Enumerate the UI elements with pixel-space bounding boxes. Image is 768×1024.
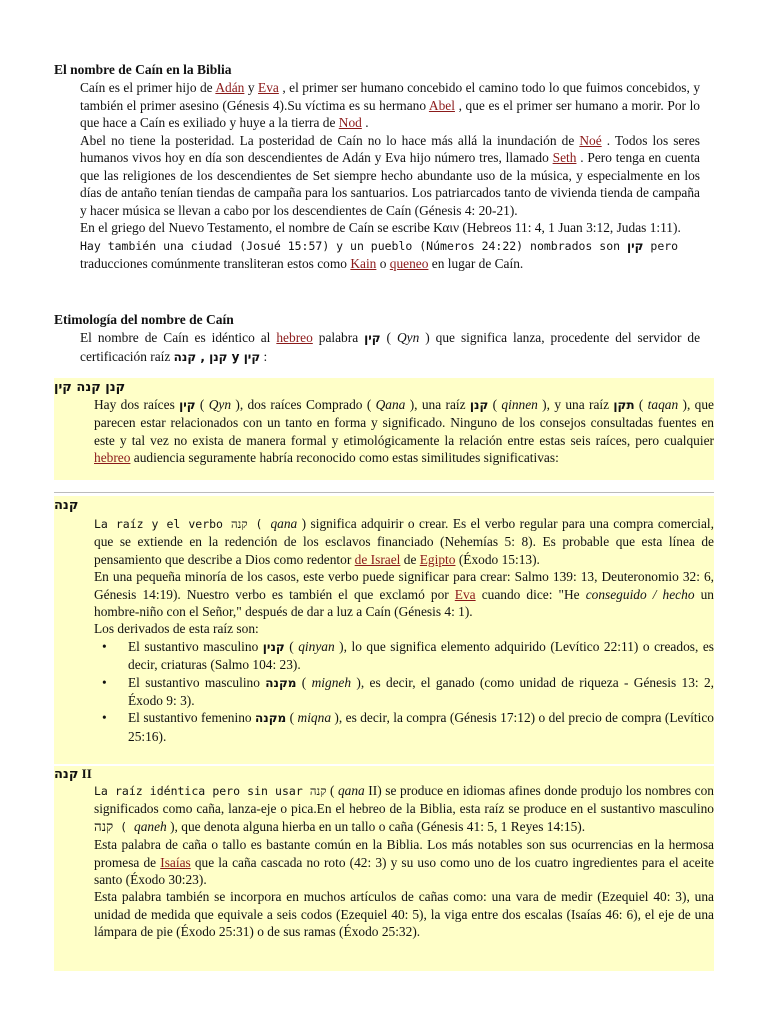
italic-text: migneh — [311, 674, 352, 690]
text: Caín es el primer hijo de — [80, 80, 216, 95]
link-adan[interactable]: Adán — [215, 80, 245, 95]
italic-text: qana — [337, 783, 365, 798]
italic-text: Qyn — [396, 330, 420, 345]
link-nod[interactable]: Nod — [338, 115, 362, 130]
text: audiencia seguramente habría reconocido como estas similitudes significativas: — [130, 450, 559, 466]
link-de-israel[interactable]: de Israel — [354, 551, 401, 567]
band-roots-body — [94, 396, 714, 467]
text: traducciones comúnmente transliteran estos como — [80, 256, 351, 271]
link-abel[interactable]: Abel — [428, 97, 455, 113]
paragraph — [94, 515, 714, 568]
text: ( — [488, 397, 502, 412]
text: El sustantivo masculino — [128, 674, 266, 690]
paragraph — [80, 132, 700, 220]
italic-text: qaneh — [134, 818, 167, 834]
link-hebreo[interactable]: hebreo — [94, 450, 131, 466]
text: ( — [286, 710, 298, 726]
text: y — [244, 80, 259, 95]
text: . Pero tenga en cuenta que las religiones de los descendientes de Set siempre hecho abundante uso de la música, y especialmente en los días de antaño tenían tiendas de campaña para los santuarios. Los patriarcados tanto de vivienda tienda de campaña y hacer música se llevan a cabo por los descendientes de Caín (Génesis 4: 20-21). — [80, 150, 700, 218]
divider — [54, 492, 714, 493]
list-item — [94, 709, 714, 745]
italic-text: qinyan — [298, 638, 335, 654]
link-eva[interactable]: Eva — [258, 80, 279, 95]
hebrew-word: קין — [626, 238, 644, 253]
text: La raíz y el verbo קנה ( — [94, 517, 271, 531]
text: ), y una raíz — [537, 397, 614, 412]
text: ), es decir, el ganado (como unidad de riqueza - Génesis 13: 2, Éxodo 9: 3). — [128, 674, 714, 709]
paragraph — [94, 568, 714, 620]
text: En una pequeña minoría de los casos, este verbo puede significar para crear: Salmo 139: 13, Deuteronomio 32: 6, Génesis 14:19). Nuestro verbo es también el que exclamó por — [94, 569, 714, 602]
hebrew-word: תקן — [613, 398, 635, 412]
text: ) que significa lanza, procedente del servidor de certificación raíz — [80, 330, 701, 364]
text: ), dos raíces Comprado ( — [231, 397, 376, 412]
link-isaias[interactable]: Isaías — [160, 854, 191, 870]
paragraph — [94, 782, 714, 836]
italic-text: qana — [270, 516, 298, 531]
list-item — [94, 674, 714, 710]
section-name-body — [80, 79, 700, 273]
text: El nombre de Caín es idéntico al — [80, 330, 277, 345]
section-title-etymology: Etimología del nombre de Caín — [54, 312, 234, 327]
text: de — [400, 551, 420, 567]
text: un hombre-niño con el Señor," después de dar a luz a Caín (Génesis 4: 1). — [94, 586, 714, 620]
text: ), lo que significa elemento adquirido (Levítico 22:11) o creados, es decir, criaturas (Salmo 104: 23). — [128, 638, 714, 673]
italic-text: Qana — [375, 397, 406, 412]
text: ( — [296, 674, 312, 690]
text: El sustantivo femenino — [128, 710, 256, 726]
text: ( — [326, 783, 338, 798]
hebrew-word: קנין — [262, 639, 285, 654]
text: , el primer ser humano concebido el camino todo lo que fuimos concebidos, y también el primer asesino (Génesis 4).Su víctima es su hermano — [80, 80, 701, 113]
link-kain[interactable]: Kain — [350, 256, 377, 271]
hebrew-word: מקנה — [255, 711, 287, 726]
text: ), una raíz — [405, 397, 470, 412]
text: La raíz idéntica pero sin usar קנה — [94, 784, 327, 798]
text: Hay dos raíces — [94, 397, 180, 412]
hebrew-word: קנה — [54, 767, 79, 782]
list-item — [94, 638, 714, 674]
text: : — [260, 348, 268, 364]
text: ), que parecen estar relacionados con un tanto en forma y significado. Ninguno de los consejos consultadas fuentes en este y tal vez no exista de manera formal y etimológicamente la relación entre estas seis raíces, pero cualquier — [94, 397, 714, 448]
text: ( — [380, 330, 397, 345]
section-etymology-body — [80, 329, 700, 366]
paragraph — [80, 79, 700, 132]
derivatives-list — [94, 638, 714, 745]
link-eva[interactable]: Eva — [454, 586, 476, 602]
band-heading-qana: קנה — [54, 498, 79, 513]
text: II — [78, 766, 92, 781]
text: El sustantivo masculino — [128, 638, 263, 654]
band-heading-qana-ii — [54, 766, 92, 782]
hebrew-word: קנן , קנה y קין — [173, 349, 261, 364]
link-queneo[interactable]: queneo — [389, 256, 429, 271]
text: pero — [643, 238, 679, 253]
text: ) significa adquirir o crear. Es el verbo regular para una compra comercial, que se extiende en la redención de los esclavos financiado (Nehemías 5: 8). Es probable que esta línea de pensamiento que describe a Dios como redentor — [94, 516, 714, 567]
text: ( — [113, 819, 135, 834]
paragraph — [94, 396, 714, 467]
text: Hay también una ciudad (Josué 15:57) y un pueblo (Números 24:22) nombrados son — [80, 238, 627, 253]
section-title-name: El nombre de Caín en la Biblia — [54, 62, 232, 77]
text: ), es decir, la compra (Génesis 17:12) o del precio de compra (Levítico 25:16). — [128, 710, 714, 744]
text: ( — [284, 638, 299, 654]
text: cuando dice: "He — [475, 586, 586, 602]
text: que la caña cascada no roto (42: 3) y su uso como uno de los cuatro ingredientes para el aceite santo (Éxodo 30:23). — [94, 854, 714, 888]
text: o — [376, 256, 390, 271]
italic-text: taqan — [647, 397, 679, 412]
italic-text: conseguido / hecho — [585, 586, 695, 602]
text: II) se produce en idiomas afines donde produjo los nombres con significados como caña, lanza-eje o pica.En el hebreo de la Biblia, esta raíz se produce en el sustantivo masculino קנה — [94, 783, 714, 834]
paragraph — [94, 836, 714, 888]
paragraph: Esta palabra también se incorpora en muchos artículos de cañas como: una vara de medir (Ezequiel 40: 3), una unidad de medida que equivale a seis codos (Ezequiel 40: 5), la viga entre dos escalas (Isaías 46: 6), el eje de una lámpara de pie (Éxodo 25:31) o de sus ramas (Éxodo 25:32). — [94, 889, 714, 940]
text: (Éxodo 15:13). — [455, 551, 540, 567]
hebrew-word: קין — [364, 331, 381, 345]
band-qana-ii-body — [94, 782, 714, 941]
link-noe[interactable]: Noé — [579, 132, 602, 148]
hebrew-word: קנן — [469, 398, 489, 412]
paragraph: En el griego del Nuevo Testamento, el nombre de Caín se escribe Καιν (Hebreos 11: 4, 1 Juan 3:12, Judas 1:11). — [80, 220, 681, 235]
paragraph — [80, 237, 700, 273]
link-seth[interactable]: Seth — [552, 150, 577, 165]
link-egipto[interactable]: Egipto — [419, 551, 456, 567]
text: Abel no tiene la posteridad. La posteridad de Caín no lo hace más allá la inundación de — [80, 132, 580, 148]
text: . — [361, 115, 369, 130]
hebrew-word: קין — [179, 398, 196, 412]
text: palabra — [312, 330, 365, 345]
hebrew-word: מקנה — [265, 675, 297, 690]
text: Esta palabra de caña o tallo es bastante común en la Biblia. Los más notables son sus ocurrencias en la hermosa promesa de — [94, 837, 714, 870]
paragraph: Los derivados de esta raíz son: — [94, 621, 259, 637]
text: ( — [634, 397, 648, 412]
band-qana-body — [94, 515, 714, 745]
text: ( — [195, 397, 209, 412]
italic-text: qinnen — [501, 397, 538, 412]
band-heading-roots: קנן קנה קין — [54, 380, 126, 395]
text: ), que denota alguna hierba en un tallo o caña (Génesis 41: 5, 1 Reyes 14:15). — [166, 818, 586, 834]
text: , que es el primer ser humano a morir. Por lo que hace a Caín es exiliado y huye a la tierra de — [80, 97, 701, 130]
italic-text: Qyn — [208, 397, 232, 412]
paragraph — [80, 329, 700, 366]
link-hebreo[interactable]: hebreo — [276, 330, 313, 345]
text: en lugar de Caín. — [428, 256, 524, 271]
italic-text: miqna — [297, 710, 332, 726]
text: . Todos los seres humanos vivos hoy en día son descendientes de Adán y Eva hijo número tres, llamado — [80, 132, 700, 165]
